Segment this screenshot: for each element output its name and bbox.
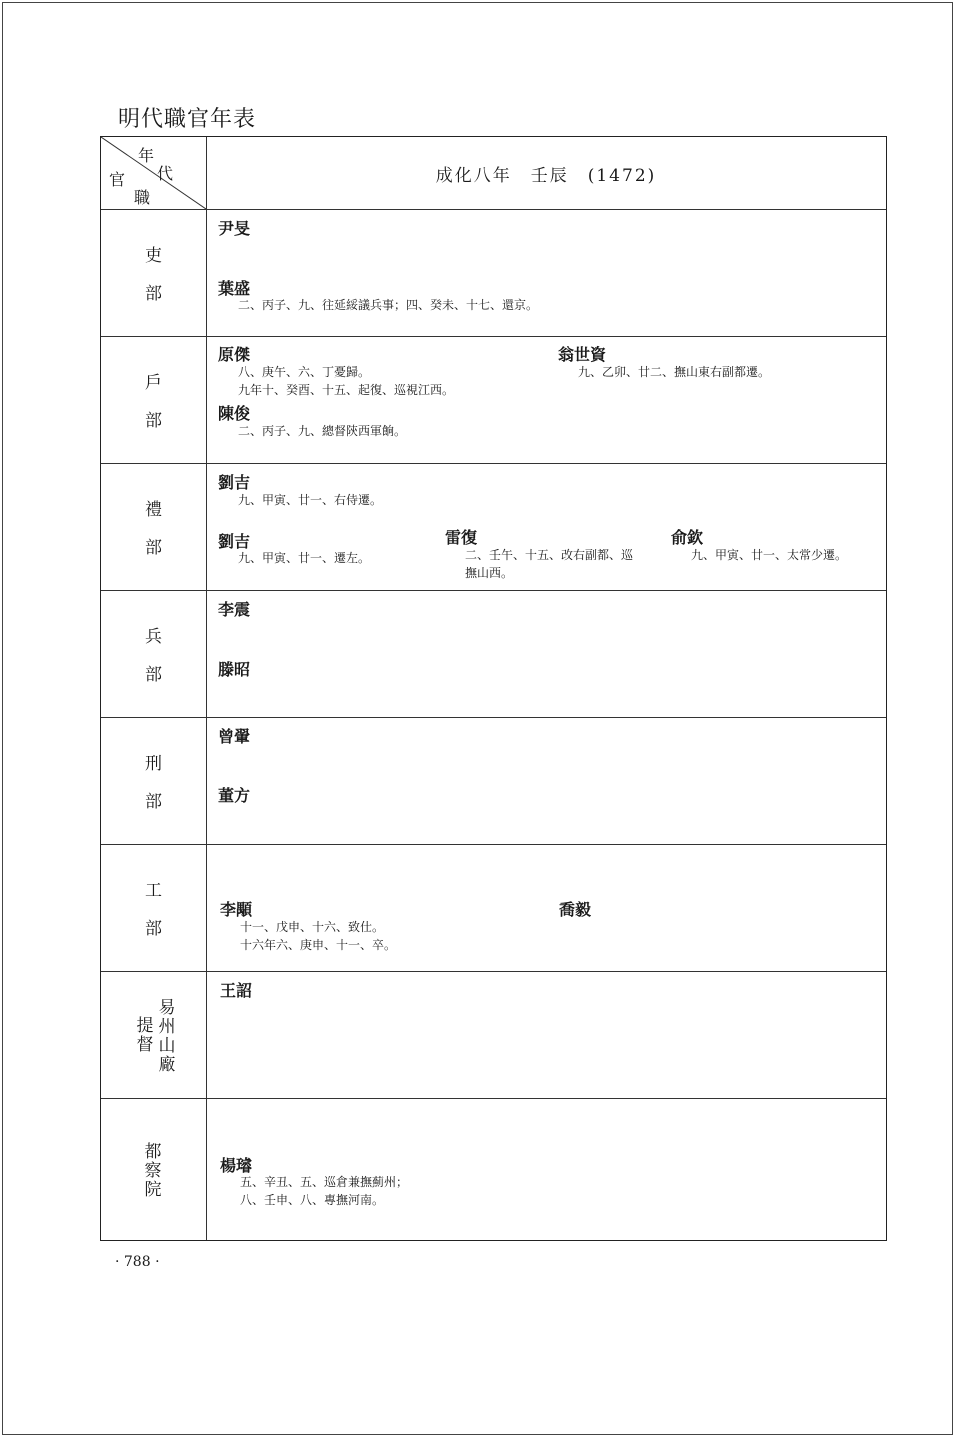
dept-xing-1: 刑 <box>145 754 162 774</box>
dept-li2-2: 部 <box>145 538 162 558</box>
corner-dai: 代 <box>157 164 174 183</box>
dept-bing-1: 兵 <box>145 627 162 647</box>
official-note: 九、乙卯、廿二、撫山東右副都遷。 <box>578 365 771 379</box>
dept-gong-2: 部 <box>145 919 162 939</box>
official-name: 雷復 <box>445 528 478 547</box>
official-name: 董方 <box>218 786 251 805</box>
dept-hu-2: 部 <box>145 411 162 431</box>
official-note: 八、庚午、六、丁憂歸。 <box>238 365 371 379</box>
corner-zhi: 職 <box>134 188 151 207</box>
year-title: 成化八年 壬辰 (1472) <box>435 165 657 186</box>
dept-li-1: 吏 <box>145 246 162 266</box>
official-name: 楊璿 <box>220 1156 253 1175</box>
official-name: 原傑 <box>218 345 251 364</box>
official-note: 十一、戊申、十六、致仕。 <box>240 920 385 934</box>
official-note: 九、甲寅、廿一、右侍遷。 <box>238 493 383 507</box>
official-name: 滕昭 <box>218 660 251 679</box>
corner-nian: 年 <box>138 146 155 165</box>
row-divider <box>101 463 886 464</box>
dept-yizhou-left: 提督 <box>136 1016 154 1055</box>
official-name: 葉盛 <box>218 279 251 298</box>
official-name: 李顒 <box>220 900 253 919</box>
official-note: 九年十、癸酉、十五、起復、巡視江西。 <box>238 383 455 397</box>
row-divider <box>101 590 886 591</box>
book-title: 明代職官年表 <box>118 107 257 132</box>
official-name: 尹旻 <box>218 219 251 238</box>
dept-li-2: 部 <box>145 284 162 304</box>
dept-yizhou-right: 易州山廠 <box>158 998 176 1075</box>
row-divider <box>101 1098 886 1099</box>
official-name: 陳俊 <box>218 404 251 423</box>
dept-xing-2: 部 <box>145 792 162 812</box>
official-name: 李震 <box>218 600 251 619</box>
dept-duchayuan: 都察院 <box>144 1142 162 1200</box>
row-divider <box>101 209 886 210</box>
official-note: 十六年六、庚申、十一、卒。 <box>240 938 397 952</box>
dept-gong-1: 工 <box>145 881 162 901</box>
page-number: · 788 · <box>115 1254 160 1270</box>
official-name: 俞欽 <box>671 528 704 547</box>
official-name: 喬毅 <box>559 900 592 919</box>
official-name: 劉吉 <box>218 473 251 492</box>
column-divider <box>206 137 207 1240</box>
official-note: 二、丙子、九、總督陝西軍餉。 <box>238 424 407 438</box>
row-divider <box>101 717 886 718</box>
row-divider <box>101 971 886 972</box>
dept-bing-2: 部 <box>145 665 162 685</box>
official-name: 曾翬 <box>218 727 251 746</box>
official-note: 九、甲寅、廿一、遷左。 <box>238 551 371 565</box>
official-note: 九、甲寅、廿一、太常少遷。 <box>691 548 848 562</box>
official-name: 王詔 <box>220 981 253 1000</box>
official-note: 二、丙子、九、往延綏議兵事；四、癸未、十七、還京。 <box>238 298 539 312</box>
official-note: 八、壬申、八、專撫河南。 <box>240 1193 385 1207</box>
dept-li2-1: 禮 <box>145 500 162 520</box>
official-name: 翁世資 <box>558 345 607 364</box>
official-note: 撫山西。 <box>465 566 514 580</box>
official-name: 劉吉 <box>218 532 251 551</box>
dept-hu-1: 戶 <box>145 373 162 393</box>
corner-guan: 官 <box>109 170 126 189</box>
official-note: 二、壬午、十五、改右副都、巡 <box>465 548 634 562</box>
row-divider <box>101 844 886 845</box>
official-note: 五、辛丑、五、巡倉兼撫薊州； <box>240 1175 409 1189</box>
office-year-table <box>100 136 887 1241</box>
row-divider <box>101 336 886 337</box>
